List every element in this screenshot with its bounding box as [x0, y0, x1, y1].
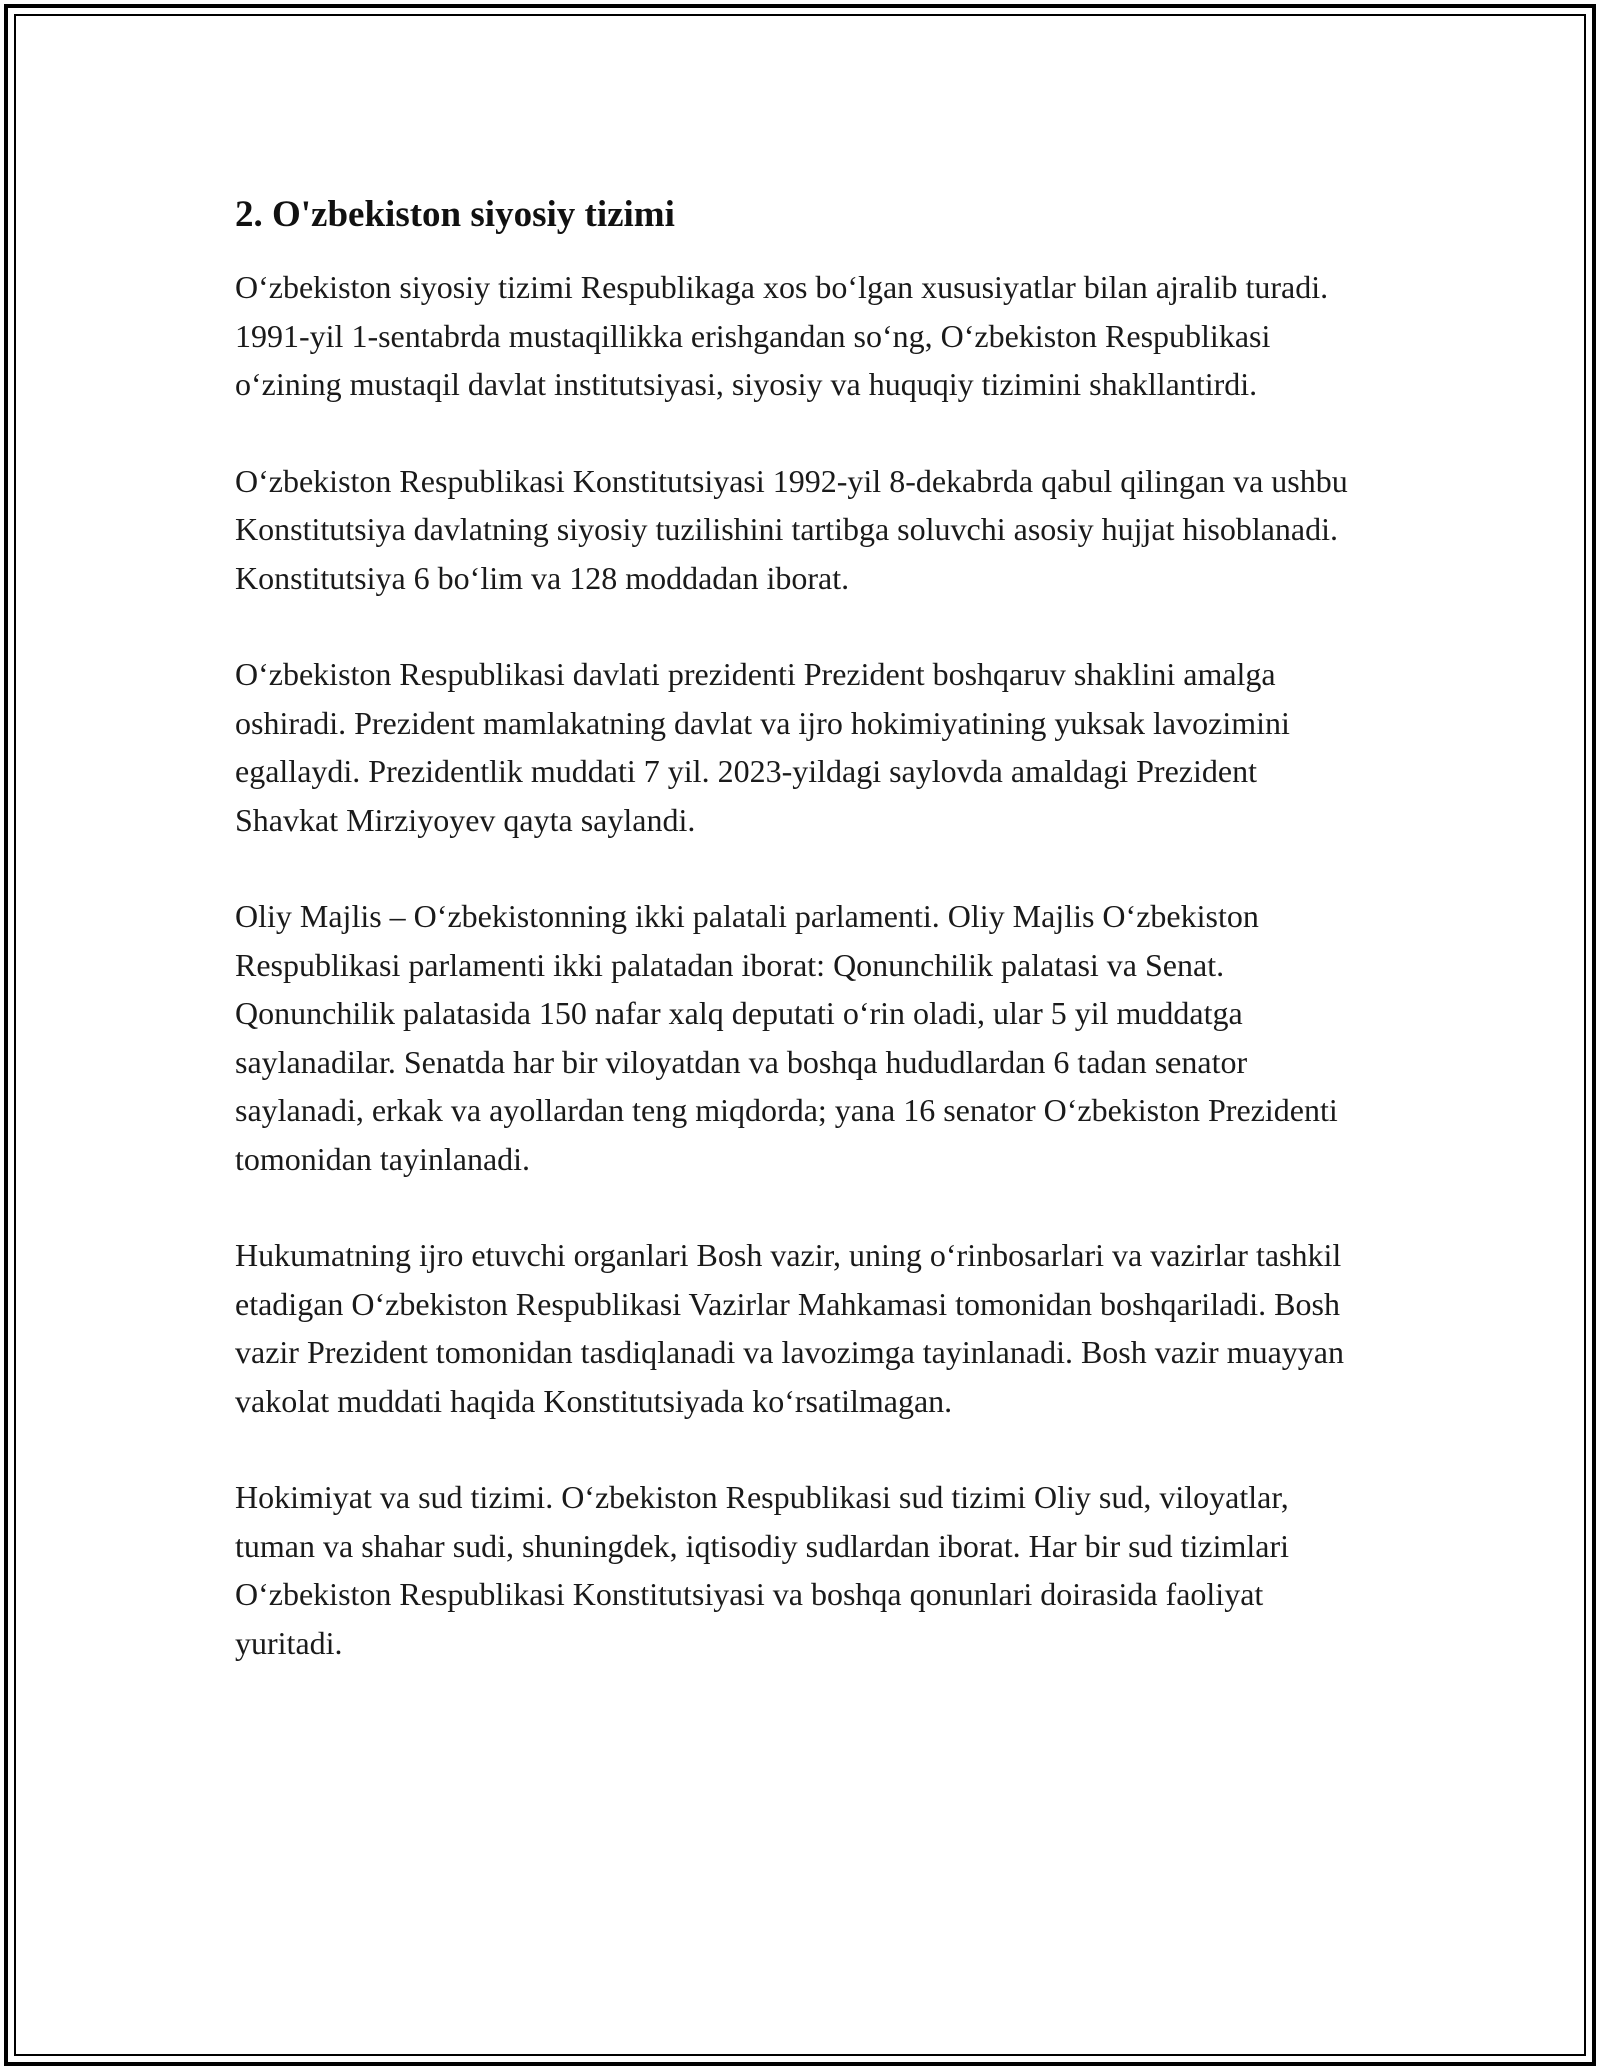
paragraph-judiciary: Hokimiyat va sud tizimi. O‘zbekiston Respublikasi sud tizimi Oliy sud, viloyatlar, tuman va shahar sudi, shuningdek, iqtisodiy sudlardan iborat. Har bir sud tizimlari O‘zbekiston Respublikasi Konstitutsiyasi va boshqa qonunlari doirasida faoliyat yuritadi. — [235, 1479, 1290, 1661]
paragraph-intro: O‘zbekiston siyosiy tizimi Respublikaga xos bo‘lgan xususiyatlar bilan ajralib turadi. 1991-yil 1-sentabrda mustaqillikka erishgandan so‘ng, O‘zbekiston Respublikasi o‘zining mustaqil davlat institutsiyasi, siyosiy va huquqiy tizimini shakllantirdi. — [235, 269, 1329, 402]
paragraph-president: O‘zbekiston Respublikasi davlati prezidenti Prezident boshqaruv shaklini amalga oshiradi. Prezident mamlakatning davlat va ijro hokimiyatining yuksak lavozimini egallaydi. Prezidentlik muddati 7 yil. 2023-yildagi saylovda amaldagi Prezident Shavkat Mirziyoyev qayta saylandi. — [235, 656, 1290, 838]
paragraph-constitution: O‘zbekiston Respublikasi Konstitutsiyasi 1992-yil 8-dekabrda qabul qilingan va ushbu Konstitutsiya davlatning siyosiy tuzilishini tartibga soluvchi asosiy hujjat hisoblanadi. Konstitutsiya 6 bo‘lim va 128 moddadan iborat. — [235, 462, 1348, 596]
document-body — [235, 185, 1365, 1715]
paragraph-government: Hukumatning ijro etuvchi organlari Bosh vazir, uning o‘rinbosarlari va vazirlar tashkil etadigan O‘zbekiston Respublikasi Vazirlar Mahkamasi tomonidan boshqariladi. Bosh vazir Prezident tomonidan tasdiqlanadi va lavozimga tayinlanadi. Bosh vazir muayyan vakolat muddati haqida Konstitutsiyada ko‘rsatilmagan. — [235, 1237, 1344, 1419]
document-title: 2. O'zbekiston siyosiy tizimi — [235, 194, 675, 235]
paragraph-parliament: Oliy Majlis – O‘zbekistonning ikki palatali parlamenti. Oliy Majlis O‘zbekiston Respublikasi parlamenti ikki palatadan iborat: Qonunchilik palatasi va Senat. Qonunchilik palatasida 150 nafar xalq deputati o‘rin oladi, ular 5 yil muddatga saylanadilar. Senatda har bir viloyatdan va boshqa hududlardan 6 tadan senator saylanadi, erkak va ayollardan teng miqdorda; yana 16 senator O‘zbekiston Prezidenti tomonidan tayinlanadi. — [235, 898, 1338, 1177]
